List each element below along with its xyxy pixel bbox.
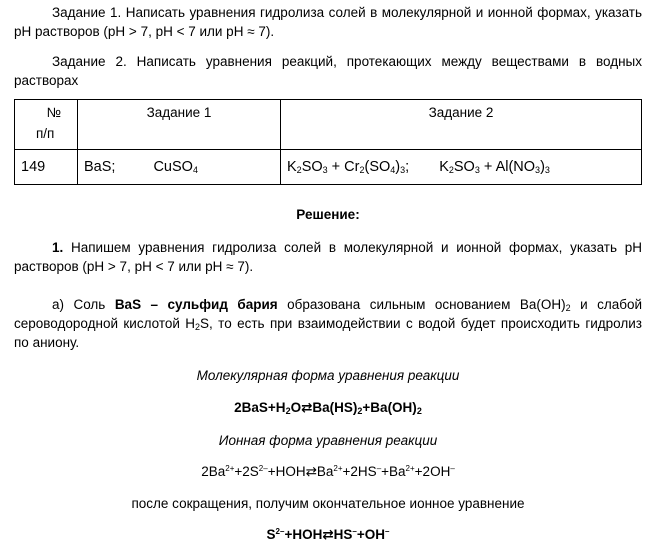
step1-paragraph: 1. Напишем уравнения гидролиза солей в молекулярной и ионной формах, указать pH растворов (pH > 7, pH < 7 или pH ≈ 7). bbox=[14, 240, 642, 274]
task1-paragraph: Задание 1. Написать уравнения гидролиза солей в молекулярной и ионной формах, указать pH растворов (pH > 7, pH < 7 или pH ≈ 7). bbox=[14, 5, 642, 39]
row-number: 149 bbox=[15, 150, 78, 185]
solution-title: Решение: bbox=[296, 207, 360, 222]
final-ion-equation: $S^{2-}+HOH⇄HS^-+OH^-$ bbox=[266, 527, 390, 542]
mol-form-label: Молекулярная форма уравнения реакции bbox=[196, 368, 460, 383]
pp-label: п/п bbox=[36, 126, 55, 141]
col-task2-header: Задание 2 bbox=[281, 100, 642, 150]
tasks-table bbox=[14, 99, 642, 185]
col-number-header bbox=[15, 100, 78, 150]
number-sign: № bbox=[46, 105, 61, 120]
col-task1-header: Задание 1 bbox=[78, 100, 281, 150]
table-row bbox=[15, 150, 642, 185]
para-a: а) Соль BaS – сульфид бария образована сильным основанием $Ba(OH)_2$ и слабой сероводородной кислотой $H_2S$, то есть при взаимодействии с водой будет происходить гидролиз по аниону. bbox=[14, 297, 642, 350]
ion-form-label: Ионная форма уравнения реакции bbox=[218, 433, 438, 448]
row-task2: $K_2SO_3 + Cr_2(SO_4)_3$; $K_2SO_3 + Al(NO_3)_3$ bbox=[281, 150, 642, 185]
after-reduction-text: после сокращения, получим окончательное ионное уравнение bbox=[131, 496, 525, 511]
ion-equation: $2Ba^{2+}+2S^{2-}+HOH⇄Ba^{2+}+2HS^-+Ba^{2+}+2OH^-$ bbox=[201, 464, 455, 479]
task2-paragraph: Задание 2. Написать уравнения реакций, протекающих между веществами в водных растворах bbox=[14, 54, 642, 88]
row-task1: BaS; CuSO$_4$ bbox=[78, 150, 281, 185]
mol-equation: $2BaS+H_2O⇄Ba(HS)_2+Ba(OH)_2$ bbox=[234, 400, 422, 416]
table-header-row bbox=[15, 100, 642, 150]
